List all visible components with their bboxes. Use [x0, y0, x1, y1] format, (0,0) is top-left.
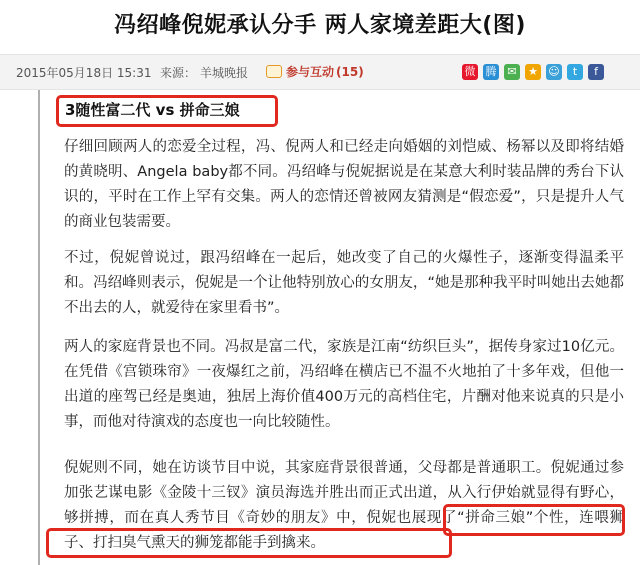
comment-count: (15)	[336, 64, 364, 79]
tencent-weibo-icon[interactable]: 腾	[483, 64, 499, 80]
subheading: 3随性富二代 vs 拼命三娘	[65, 101, 240, 119]
paragraph-3: 两人的家庭背景也不同。冯叔是富二代，家族是江南“纺织巨头”，据传身家过10亿元。在凭借《宫锁珠帘》一夜爆红之前，冯绍峰在横店已不温不火地拍了十多年戏，但他一出道的座驾已经是奥迪，独居上海价值400万元的高档住宅，片酬对他来说真的只是小事，而他对待演戏的态度也一向比较随性。	[64, 339, 624, 430]
article-title: 冯绍峰倪妮承认分手 两人家境差距大(图)	[114, 13, 526, 38]
twitter-icon[interactable]: t	[567, 64, 583, 80]
share-toolbar	[462, 64, 604, 80]
left-divider	[38, 90, 40, 565]
comment-link[interactable]	[266, 63, 364, 80]
paragraph-1: 仔细回顾两人的恋爱全过程，冯、倪两人和已经走向婚姻的刘恺威、杨幂以及即将结婚的黄晓明、Angela baby都不同。冯绍峰与倪妮据说是在某意大利时装品牌的秀台下认识的，平时在工作上罕有交集。两人的恋情还曾被网友猜测是“假恋爱”，只是提升人气的商业包装需要。	[64, 139, 624, 230]
facebook-icon[interactable]: f	[588, 64, 604, 80]
article-meta-bar	[0, 54, 640, 90]
qzone-icon[interactable]: ★	[525, 64, 541, 80]
wechat-icon[interactable]: ✉	[504, 64, 520, 80]
weibo-icon[interactable]: 微	[462, 64, 478, 80]
source-label: 来源：	[160, 66, 197, 80]
comment-label: 参与互动	[286, 65, 335, 79]
comment-bubble-icon	[266, 65, 282, 78]
quote-highlight-box-2	[46, 528, 452, 558]
publish-date: 2015年05月18日 15:31	[16, 66, 152, 80]
paragraph-4: 倪妮则不同，她在访谈节目中说，其家庭背景很普通，父母都是普通职工。倪妮通过参加张艺谋电影《金陵十三钗》演员海选并胜出而正式出道，从入行伊始就显得有野心，够拼搏，而在真人秀节目《奇妙的朋友》中，倪妮也展现了“拼命三娘”个性，连喂狮子、打扫臭气熏天的狮笼都能手到擒来。	[64, 460, 624, 551]
quote-highlight-box-1	[443, 504, 625, 536]
paragraph-2: 不过，倪妮曾说过，跟冯绍峰在一起后，她改变了自己的火爆性子，逐渐变得温柔平和。冯绍峰则表示，倪妮是一个让他特别放心的女朋友，“她是那种我平时叫她出去她都不出去的人，就爱待在家里看书”。	[64, 250, 624, 316]
source-name[interactable]: 羊城晚报	[200, 66, 249, 80]
people-icon[interactable]: ☺	[546, 64, 562, 80]
